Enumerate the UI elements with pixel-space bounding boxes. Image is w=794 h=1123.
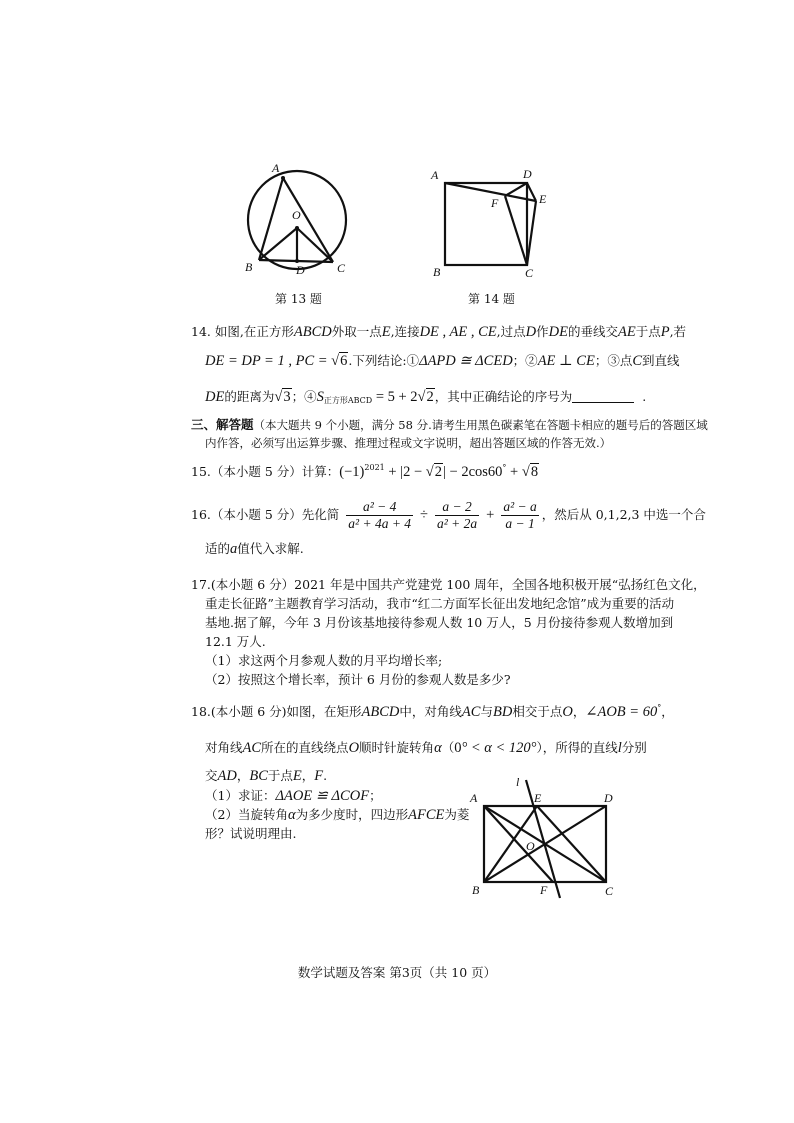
- segment-ab: [259, 178, 283, 260]
- label-a: A: [431, 168, 439, 182]
- figure-14: [425, 163, 555, 281]
- q18-part-2: （2）当旋转角α为多少度时，四边形AFCE为菱: [205, 807, 470, 823]
- label-b: B: [245, 260, 253, 274]
- label-c: C: [525, 266, 534, 280]
- q18-line-1: 18.(本小题 6 分)如图，在矩形ABCD中，对角线AC与BD相交于点O，∠AOB = 60°，: [191, 703, 674, 720]
- page-footer: 数学试题及答案 第3页（共 10 页）: [297, 965, 497, 980]
- q17-line-2: 重走长征路”主题教育学习活动，我市“红二方面军长征出发地纪念馆”成为重要的活动: [205, 596, 675, 611]
- figure-14-diagram: [425, 163, 555, 281]
- label-f: F: [540, 883, 548, 897]
- answer-blank[interactable]: [572, 390, 634, 403]
- figure-13-caption: 第 13 题: [275, 292, 322, 306]
- segment-ac: [283, 178, 333, 262]
- segment-df: [505, 183, 527, 196]
- label-c: C: [605, 884, 614, 898]
- q14-line-2: DE = DP = 1 , PC = √6.下列结论:①ΔAPD ≅ ΔCED；②AE ⊥ CE；③点C到直线: [205, 353, 680, 369]
- label-d: D: [523, 167, 532, 181]
- figure-14-caption: 第 14 题: [468, 292, 515, 306]
- label-b: B: [433, 265, 441, 279]
- q16-line-2: 适的a值代入求解.: [205, 541, 304, 557]
- segment-de: [527, 183, 536, 201]
- figure-13-diagram: [240, 158, 360, 283]
- q15: 15.（本小题 5 分）计算：$(-1)^{2021} + |2 - √2| - 2\cos 60^\circ + √8$: [191, 463, 539, 480]
- segment-fc: [505, 196, 527, 265]
- section-3-desc-2: 内作答，必须写出运算步骤、推理过程或文字说明，超出答题区域的作答无效.）: [205, 436, 612, 450]
- figure-18-diagram: [462, 770, 622, 900]
- label-b: B: [472, 883, 480, 897]
- fraction-2: $\frac{a - 2}{\text{a² + 2a}}$: [437, 499, 478, 531]
- segment-af: [484, 806, 553, 882]
- q17-part-1: （1）求这两个月参观人数的月平均增长率;: [205, 653, 443, 668]
- label-e: E: [539, 192, 547, 206]
- q18-line-3: 交AD，BC于点E，F.: [205, 768, 328, 784]
- segment-ce: [527, 201, 536, 265]
- q14-line-1: 14. 如图,在正方形ABCD外取一点E,连接DE , AE , CE,过点D作DE的垂线交AE于点P,若: [191, 324, 687, 340]
- q18-part-3: 形？试说明理由.: [205, 826, 297, 841]
- label-e: E: [534, 791, 542, 805]
- fraction-1: $\frac{\text{a² − 4}}{\text{a² + 4a + 4}}$: [348, 499, 412, 531]
- q14-line-3: DE的距离为√3；$④S_{正方形ABCD} = 5 + 2√2$，其中正确结论的序号为 .: [205, 389, 647, 405]
- label-a: A: [470, 791, 478, 805]
- q17-line-3: 基地.据了解，今年 3 月份该基地接待参观人数 10 万人，5 月份接待参观人数增加到: [205, 615, 674, 630]
- q18-line-2: 对角线AC所在的直线绕点O顺时针旋转角α（0° < α < 120°），所得的直线l分别: [205, 740, 647, 756]
- fraction-3: $\frac{\text{a² − a}}{a - 1}$: [503, 499, 537, 531]
- figure-18: [462, 770, 622, 900]
- q18-part-1: （1）求证：ΔAOE ≌ ΔCOF；: [205, 788, 382, 804]
- label-f: F: [491, 196, 499, 210]
- q17-part-2: （2）按照这个增长率，预计 6 月份的参观人数是多少?: [205, 672, 511, 687]
- figure-13: [240, 158, 360, 283]
- segment-ec: [537, 806, 606, 882]
- label-c: C: [337, 261, 346, 275]
- label-o: O: [526, 839, 535, 853]
- label-o: O: [292, 208, 301, 222]
- q16-line-1: 16.（本小题 5 分）先化简 $\frac{\text{a² − 4}}{\text{a² + 4a + 4}}$ ÷ $\frac{a - 2}{\text{a² + 2a}}$ + $\frac{\text{a² − a}}{a - 1}$ ，然后从 0,1,2,3 中选一个合: [191, 499, 706, 531]
- q17-line-1: 17.(本小题 6 分）2021 年是中国共产党建党 100 周年，全国各地积极开展“弘扬红色文化，: [191, 577, 706, 592]
- label-d: D: [604, 791, 613, 805]
- label-d: D: [296, 263, 305, 277]
- label-l: l: [516, 775, 520, 789]
- section-3-header: 三、解答题（本大题共 9 个小题，满分 58 分.请考生用黑色碳素笔在答题卡相应的题号后的答题区域: [191, 417, 708, 432]
- label-a: A: [272, 161, 280, 175]
- q17-line-4: 12.1 万人.: [205, 634, 266, 649]
